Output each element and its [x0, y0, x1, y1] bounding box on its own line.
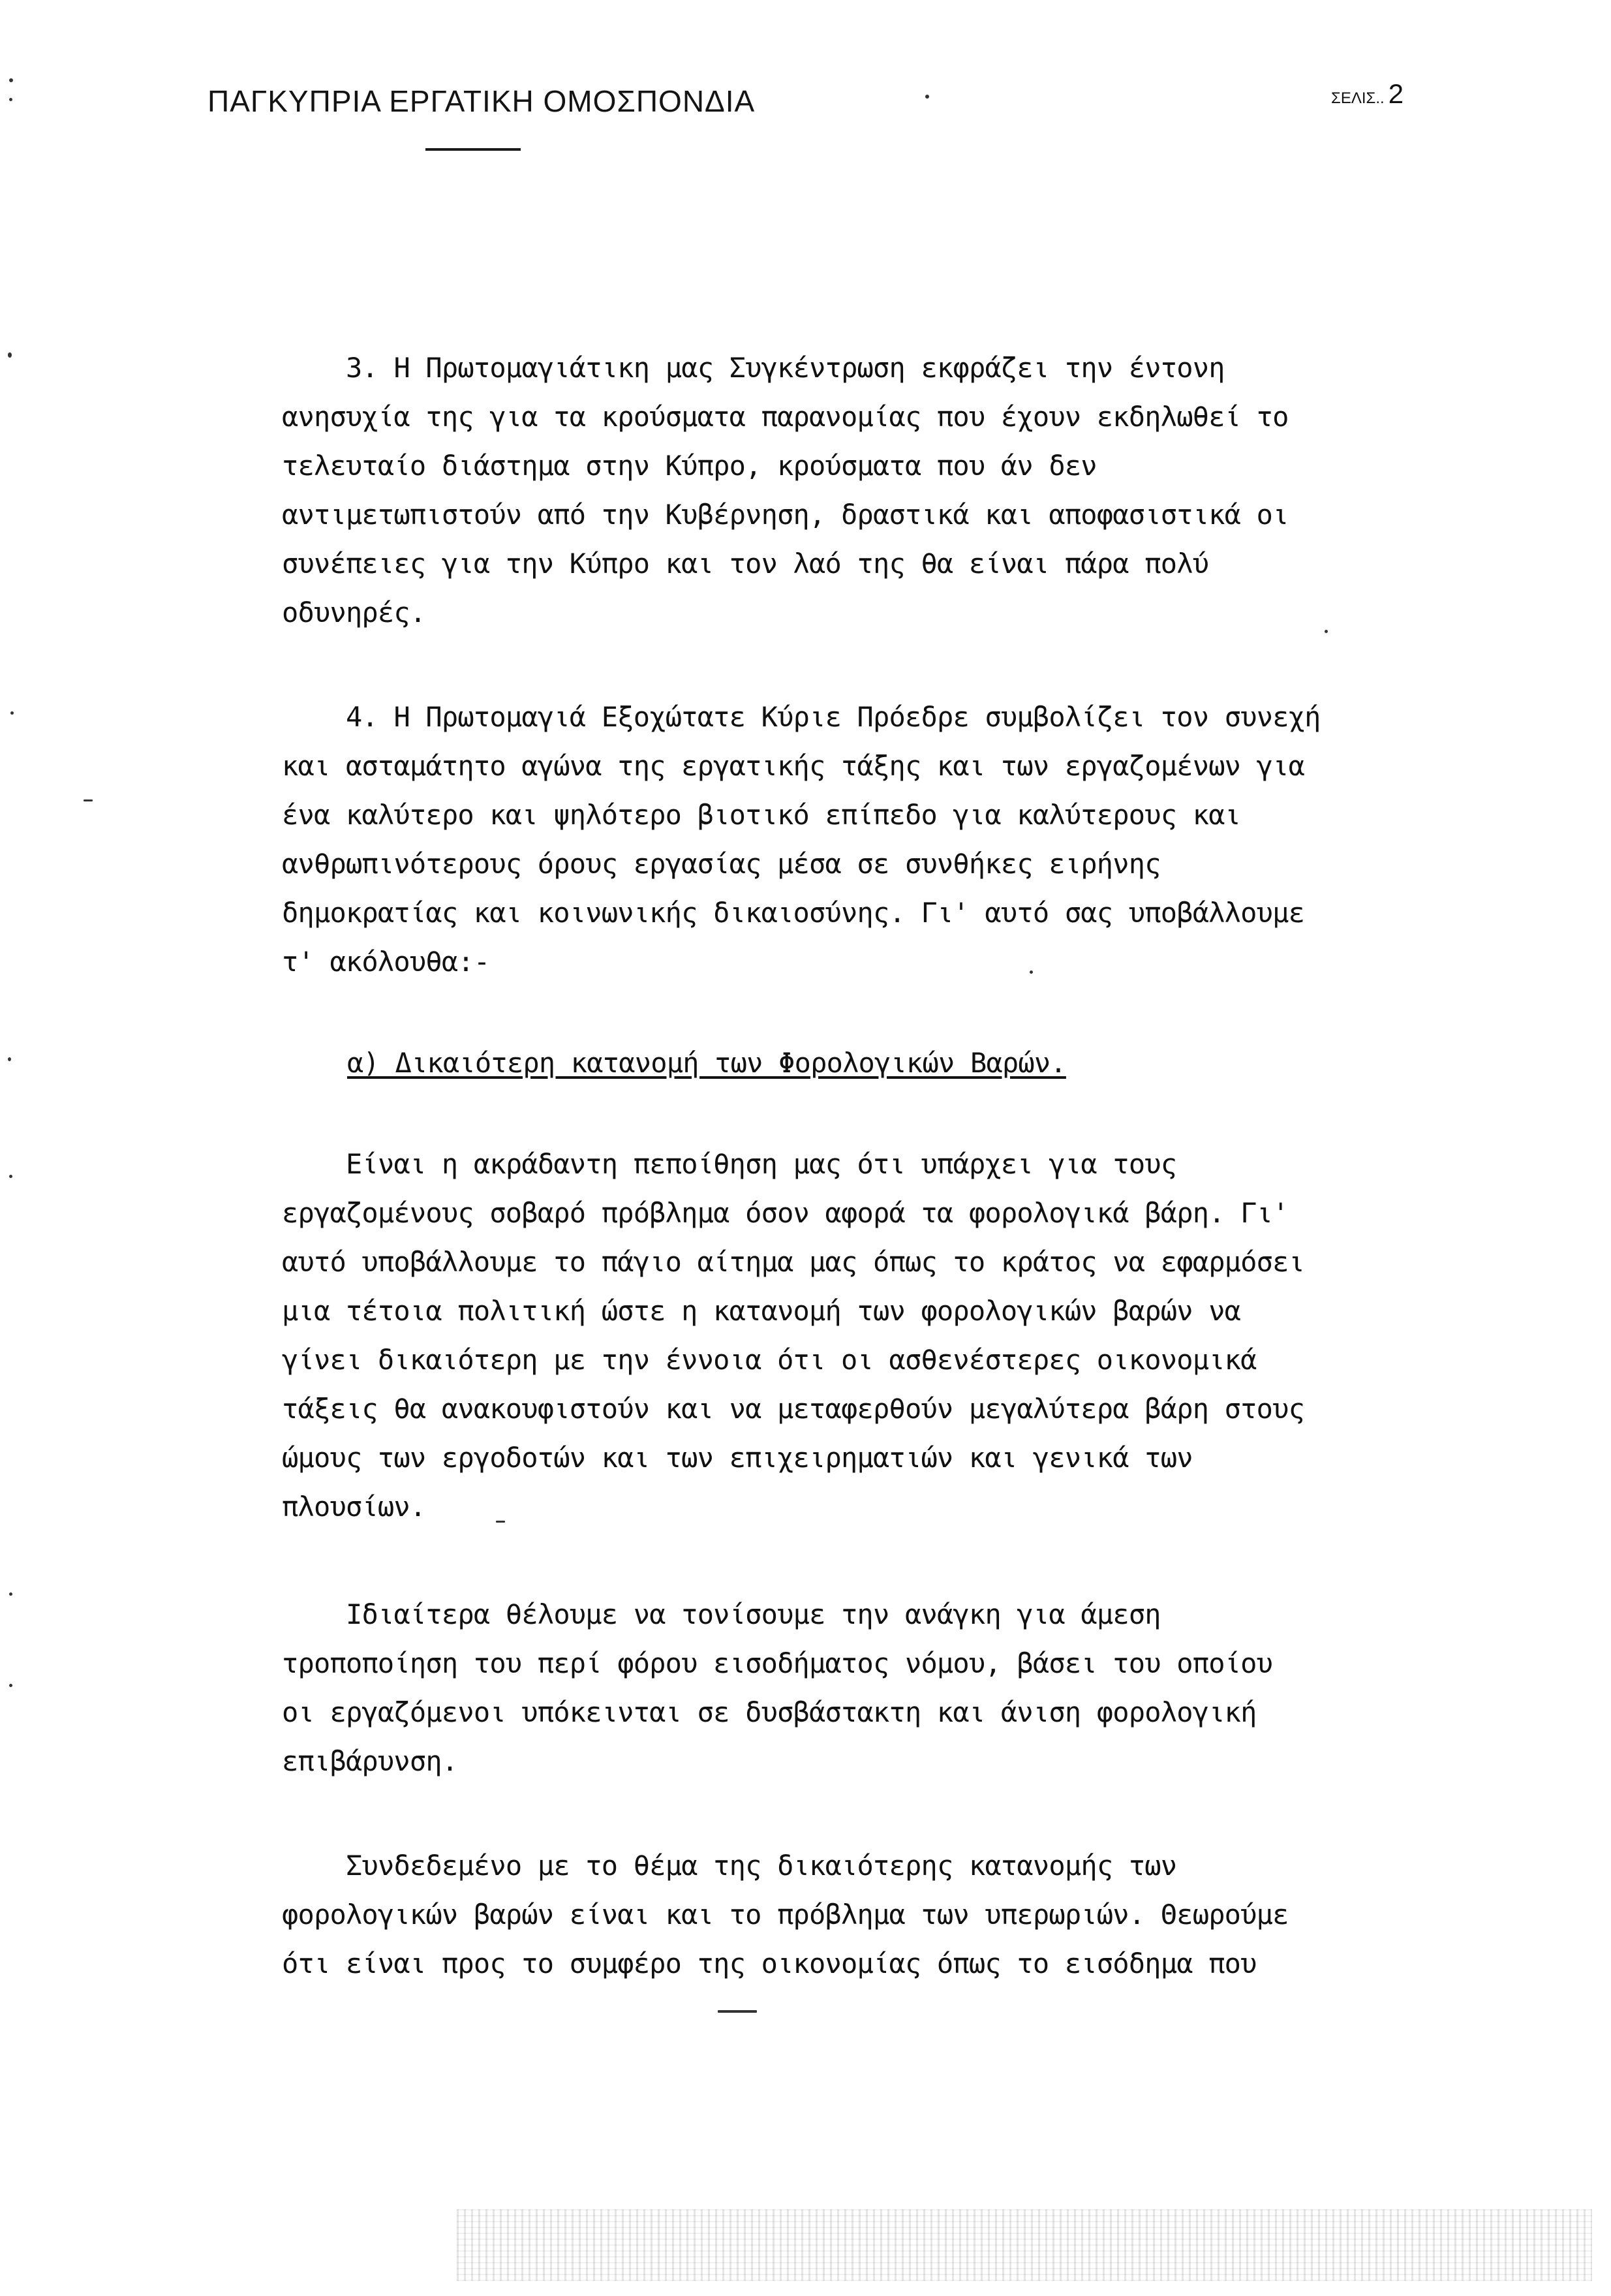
- text-line: 4. Η Πρωτομαγιά Εξοχώτατε Κύριε Πρόεδρε συμβολίζει τον συνεχή: [346, 701, 1321, 733]
- scan-speck: [8, 1057, 11, 1061]
- text-line: γίνει δικαιότερη με την έννοια ότι οι ασθενέστερες οικονομικά: [282, 1344, 1257, 1376]
- page-label: ΣΕΛΙΣ..: [1331, 89, 1385, 107]
- scan-speck: [84, 799, 93, 801]
- text-line: και ασταμάτητο αγώνα της εργατικής τάξης και των εργαζομένων για: [282, 750, 1305, 782]
- scan-speck: [718, 2010, 757, 2013]
- text-line: μια τέτοια πολιτική ώστε η κατανομή των φορολογικών βαρών να: [282, 1295, 1241, 1327]
- text-line: Ιδιαίτερα θέλουμε να τονίσουμε την ανάγκη για άμεση: [346, 1598, 1161, 1630]
- text-line: αντιμετωπιστούν από την Κυβέρνηση, δραστικά και αποφασιστικά οι: [282, 499, 1289, 531]
- scan-speck: [10, 711, 14, 715]
- organization-name: ΠΑΓΚΥΠΡΙΑ ΕΡΓΑΤΙΚΗ ΟΜΟΣΠΟΝΔΙΑ: [207, 84, 756, 118]
- scan-speck: [9, 1175, 12, 1178]
- scan-speck: [9, 1684, 12, 1687]
- text-line: τελευταίο διάστημα στην Κύπρο, κρούσματα που άν δεν: [282, 450, 1097, 482]
- text-line: ώμους των εργοδοτών και των επιχειρηματιών και γενικά των: [282, 1442, 1193, 1474]
- text-line: πλουσίων.: [282, 1491, 426, 1523]
- text-line: εργαζομένους σοβαρό πρόβλημα όσον αφορά τα φορολογικά βάρη. Γι': [282, 1197, 1289, 1229]
- text-line: Είναι η ακράδαντη πεποίθηση μας ότι υπάρχει για τους: [346, 1148, 1177, 1180]
- text-line: τάξεις θα ανακουφιστούν και να μεταφερθούν μεγαλύτερα βάρη στους: [282, 1393, 1305, 1425]
- text-line: οδυνηρές.: [282, 597, 426, 628]
- text-line: ανθρωπινότερους όρους εργασίας μέσα σε συνθήκες ειρήνης: [282, 848, 1161, 880]
- text-line: επιβάρυνση.: [282, 1745, 458, 1777]
- text-line: ανησυχία της για τα κρούσματα παρανομίας που έχουν εκδηλωθεί το: [282, 401, 1289, 433]
- scan-speck: [1030, 970, 1033, 974]
- text-line: αυτό υποβάλλουμε το πάγιο αίτημα μας όπως το κράτος να εφαρμόσει: [282, 1246, 1305, 1278]
- scan-speck: [1325, 630, 1328, 633]
- text-line: τροποποίηση του περί φόρου εισοδήματος νόμου, βάσει του οποίου: [282, 1647, 1273, 1679]
- scan-speck: [9, 98, 12, 101]
- header-rule: [425, 148, 521, 151]
- text-line: Συνδεδεμένο με το θέμα της δικαιότερης κατανομής των: [346, 1850, 1177, 1882]
- scan-speck: [9, 1592, 12, 1596]
- text-line: 3. Η Πρωτομαγιάτικη μας Συγκέντρωση εκφράζει την έντονη: [346, 352, 1225, 384]
- text-line: φορολογικών βαρών είναι και το πρόβλημα των υπερωριών. Θεωρούμε: [282, 1899, 1289, 1931]
- scan-speck: [925, 95, 929, 99]
- text-line: ένα καλύτερο και ψηλότερο βιοτικό επίπεδο για καλύτερους και: [282, 799, 1241, 831]
- text-line: δημοκρατίας και κοινωνικής δικαιοσύνης. Γι' αυτό σας υποβάλλουμε: [282, 897, 1305, 929]
- scan-speck: [9, 78, 13, 82]
- page-indicator: [1331, 78, 1404, 110]
- text-line: τ' ακόλουθα:-: [282, 946, 490, 978]
- section-heading: α) Δικαιότερη κατανομή των Φορολογικών Βαρών.: [347, 1047, 1066, 1079]
- text-line: ότι είναι προς το συμφέρο της οικονομίας όπως το εισόδημα που: [282, 1947, 1257, 1979]
- text-line: οι εργαζόμενοι υπόκεινται σε δυσβάστακτη και άνιση φορολογική: [282, 1696, 1257, 1728]
- page-number: 2: [1388, 78, 1404, 109]
- scan-speck: [496, 1521, 505, 1523]
- scan-noise: [457, 2209, 1592, 2281]
- scan-speck: [8, 352, 12, 358]
- text-line: συνέπειες για την Κύπρο και τον λαό της θα είναι πάρα πολύ: [282, 548, 1209, 580]
